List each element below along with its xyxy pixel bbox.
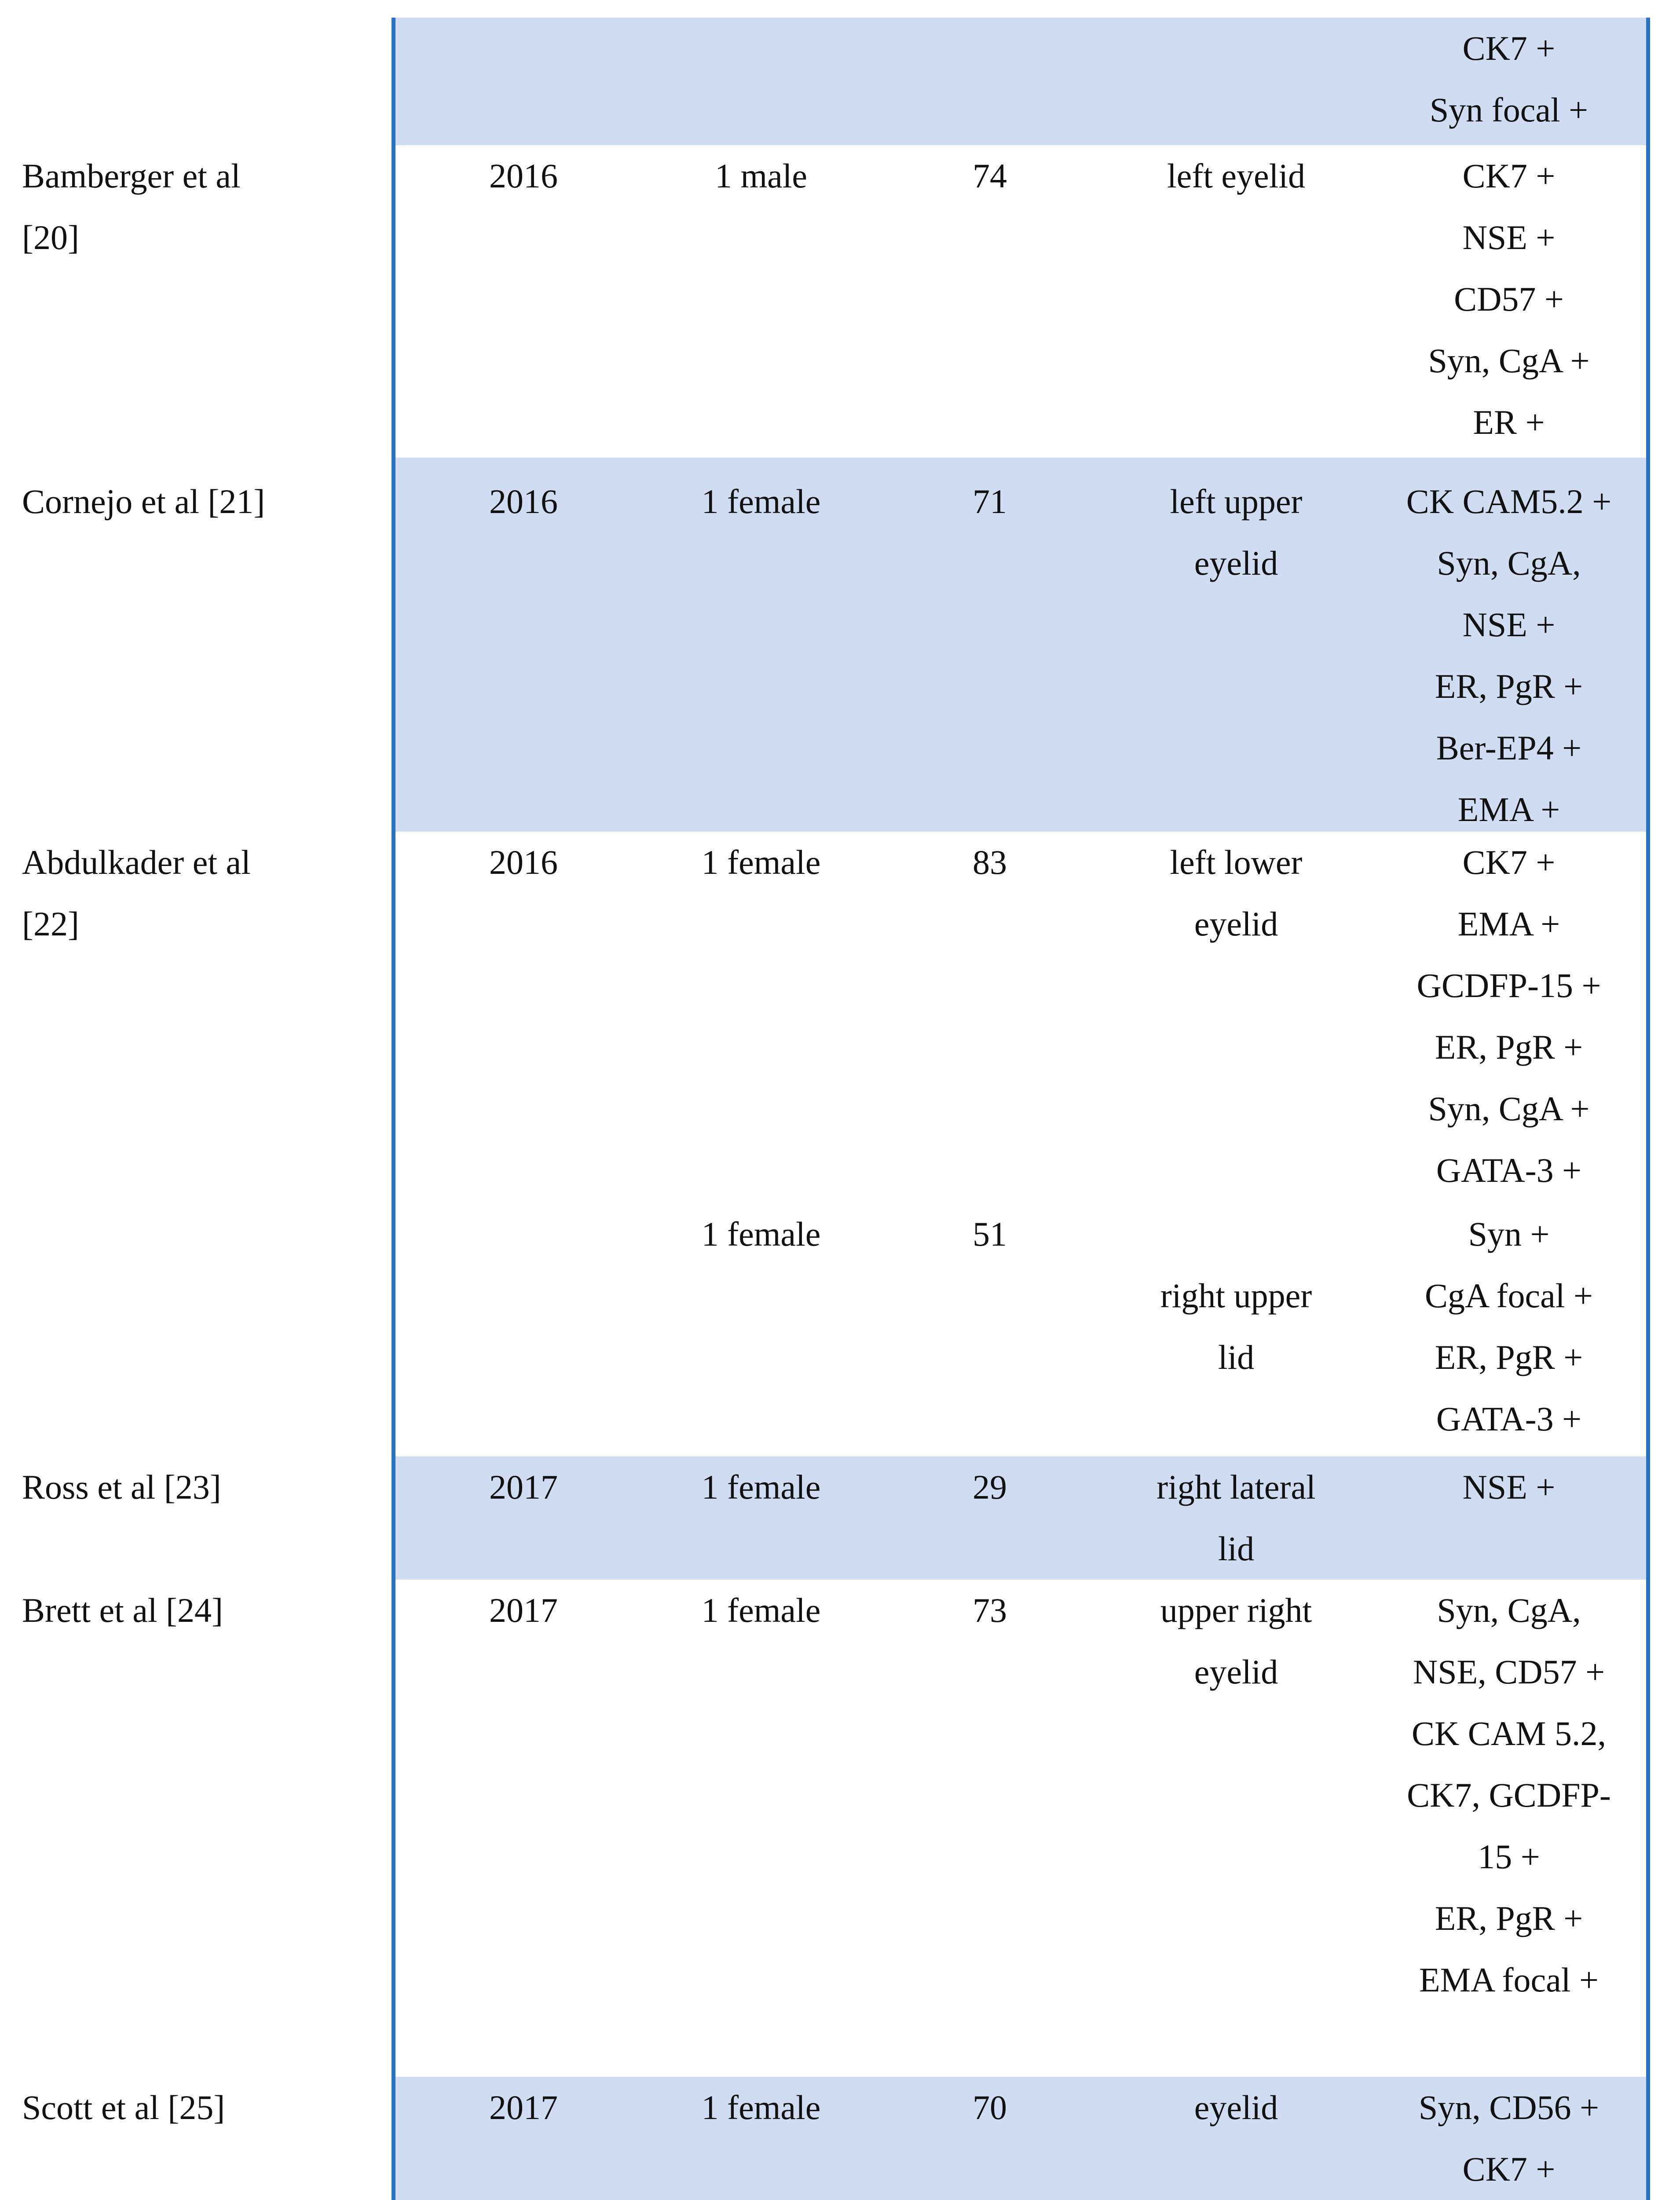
site-cell: eyelid [1194, 544, 1278, 582]
table-row [0, 18, 1680, 145]
site-cell: eyelid [1194, 2088, 1278, 2127]
table-row [0, 2077, 1680, 2200]
ihc-line: CK7 + [1462, 29, 1556, 67]
site-cell: lid [1218, 1529, 1255, 1568]
ihc-line: Syn, CD56 + [1418, 2088, 1599, 2127]
author-cell: Cornejo et al [21] [22, 482, 265, 521]
table-row [0, 145, 1680, 458]
ihc-line: GATA-3 + [1436, 1400, 1582, 1438]
site-cell: left upper [1170, 482, 1303, 521]
ihc-line: CK7, GCDFP- [1407, 1776, 1611, 1814]
table-row [0, 458, 1680, 832]
patients-cell: 1 female [701, 1468, 821, 1506]
author-cell: [22] [22, 905, 79, 943]
patients-cell: 1 female [701, 1215, 821, 1253]
ihc-line: ER + [1473, 403, 1545, 441]
age-cell: 70 [973, 2088, 1007, 2127]
age-cell: 73 [973, 1591, 1007, 1629]
ihc-line: 15 + [1478, 1837, 1540, 1876]
ihc-line: Syn focal + [1429, 91, 1588, 129]
patients-cell: 1 female [701, 1591, 821, 1629]
table-row [0, 832, 1680, 1456]
ihc-line: EMA focal + [1419, 1961, 1599, 1999]
patients-cell: 1 male [714, 157, 808, 195]
ihc-line: CK7 + [1462, 2150, 1556, 2188]
ihc-line: CK CAM5.2 + [1406, 482, 1612, 521]
table-row [0, 1456, 1680, 1580]
ihc-line: Syn, CgA, [1437, 1591, 1581, 1629]
patients-cell: 1 female [701, 482, 821, 521]
ihc-line: Syn, CgA + [1428, 341, 1590, 380]
patients-cell: 1 female [701, 2088, 821, 2127]
ihc-line: Syn, CgA + [1428, 1089, 1590, 1128]
ihc-line: CK CAM 5.2, [1411, 1714, 1607, 1753]
ihc-line: GCDFP-15 + [1416, 966, 1601, 1005]
ihc-line: NSE + [1462, 605, 1556, 644]
site-cell: left lower [1170, 843, 1303, 881]
table-border-right [1646, 18, 1650, 2200]
age-cell: 51 [973, 1215, 1007, 1253]
year-cell: 2016 [489, 843, 558, 881]
ihc-line: CK7 + [1462, 843, 1556, 881]
ihc-line: EMA + [1457, 905, 1560, 943]
ihc-line: NSE + [1462, 1468, 1556, 1506]
author-cell: Ross et al [23] [22, 1468, 221, 1506]
ihc-line: NSE + [1462, 218, 1556, 257]
year-cell: 2016 [489, 482, 558, 521]
age-cell: 71 [973, 482, 1007, 521]
author-cell: [20] [22, 218, 79, 257]
ihc-line: CgA focal + [1425, 1276, 1593, 1315]
author-cell: Abdulkader et al [22, 843, 251, 881]
table-border-left [392, 18, 395, 2200]
ihc-line: Syn + [1468, 1215, 1550, 1253]
year-cell: 2016 [489, 157, 558, 195]
year-cell: 2017 [489, 1468, 558, 1506]
year-cell: 2017 [489, 2088, 558, 2127]
ihc-line: EMA + [1457, 790, 1560, 829]
age-cell: 74 [973, 157, 1007, 195]
ihc-line: CK7 + [1462, 157, 1556, 195]
year-cell: 2017 [489, 1591, 558, 1629]
ihc-line: GATA-3 + [1436, 1151, 1582, 1189]
table-row [0, 1580, 1680, 2077]
site-cell: lid [1218, 1338, 1255, 1376]
ihc-line: ER, PgR + [1435, 1338, 1583, 1376]
ihc-line: ER, PgR + [1435, 1028, 1583, 1066]
author-cell: Scott et al [25] [22, 2088, 225, 2127]
author-cell: Bamberger et al [22, 157, 241, 195]
ihc-line: ER, PgR + [1435, 667, 1583, 705]
site-cell: right upper [1160, 1276, 1312, 1315]
patients-cell: 1 female [701, 843, 821, 881]
ihc-line: Ber-EP4 + [1436, 729, 1582, 767]
site-cell: eyelid [1194, 905, 1278, 943]
site-cell: right lateral [1157, 1468, 1316, 1506]
ihc-line: Syn, CgA, [1437, 544, 1581, 582]
age-cell: 29 [973, 1468, 1007, 1506]
author-cell: Brett et al [24] [22, 1591, 223, 1629]
ihc-line: NSE, CD57 + [1413, 1653, 1605, 1691]
site-cell: eyelid [1194, 1653, 1278, 1691]
site-cell: upper right [1160, 1591, 1312, 1629]
ihc-line: CD57 + [1454, 280, 1564, 318]
site-cell: left eyelid [1167, 157, 1306, 195]
age-cell: 83 [973, 843, 1007, 881]
ihc-line: ER, PgR + [1435, 1899, 1583, 1937]
